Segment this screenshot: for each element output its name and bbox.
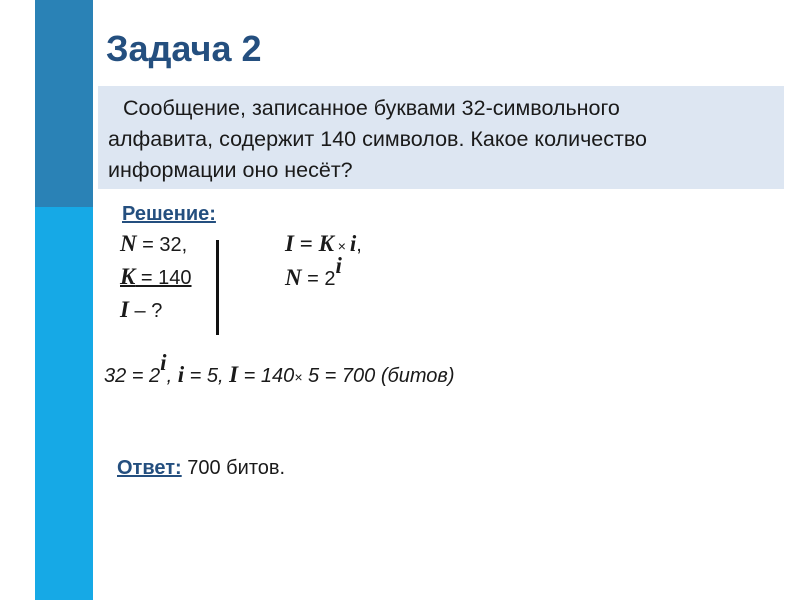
answer-line <box>117 457 285 480</box>
f1-k-symbol: K <box>318 231 334 256</box>
formula-information <box>285 228 362 262</box>
slide-title: Задача 2 <box>106 28 262 69</box>
given-block <box>120 228 192 327</box>
answer-value: 700 битов. <box>181 457 286 479</box>
calc-part: = 140 <box>238 365 295 387</box>
task-line: информации оно несёт? <box>108 158 353 182</box>
divider-line <box>216 240 219 335</box>
calc-part: = 5, <box>184 365 230 387</box>
task-statement <box>98 86 784 189</box>
n-value: = 32, <box>136 234 188 256</box>
calc-part: , <box>166 365 178 387</box>
f1-times: × <box>333 238 350 254</box>
k-value: = 140 <box>135 267 192 289</box>
f2-n-symbol: N <box>285 265 302 290</box>
side-bar-bottom <box>35 207 93 600</box>
k-symbol: K <box>120 264 136 289</box>
f2-equals: = 2 <box>301 268 336 290</box>
f1-i-symbol: I <box>285 231 294 256</box>
calc-part: 5 = 700 (битов) <box>302 365 455 387</box>
formula-power <box>285 253 362 295</box>
calc-big-i-symbol: I <box>229 362 239 387</box>
formula-block <box>285 228 362 295</box>
given-k <box>120 261 192 294</box>
calc-i-symbol: i <box>177 362 185 387</box>
calc-exponent: i <box>160 350 167 375</box>
f1-equals: = <box>293 231 319 256</box>
task-line: алфавита, содержит 140 символов. Какое количество <box>108 127 648 151</box>
f1-small-i: i <box>349 231 357 256</box>
n-symbol: N <box>120 231 137 256</box>
task-line: Сообщение, записанное буквами 32-символьного <box>123 96 620 120</box>
f1-comma: , <box>356 234 362 256</box>
f2-exponent: i <box>335 253 342 278</box>
calculation-line <box>104 350 455 388</box>
answer-label: Ответ: <box>117 457 182 479</box>
calc-times: × <box>294 369 303 385</box>
given-n <box>120 228 192 261</box>
calc-part: 32 = 2 <box>104 365 161 387</box>
side-bar-top <box>35 0 93 207</box>
i-value: – ? <box>128 300 163 322</box>
solution-label: Решение: <box>122 203 216 225</box>
i-symbol: I <box>120 297 129 322</box>
given-i <box>120 294 192 327</box>
